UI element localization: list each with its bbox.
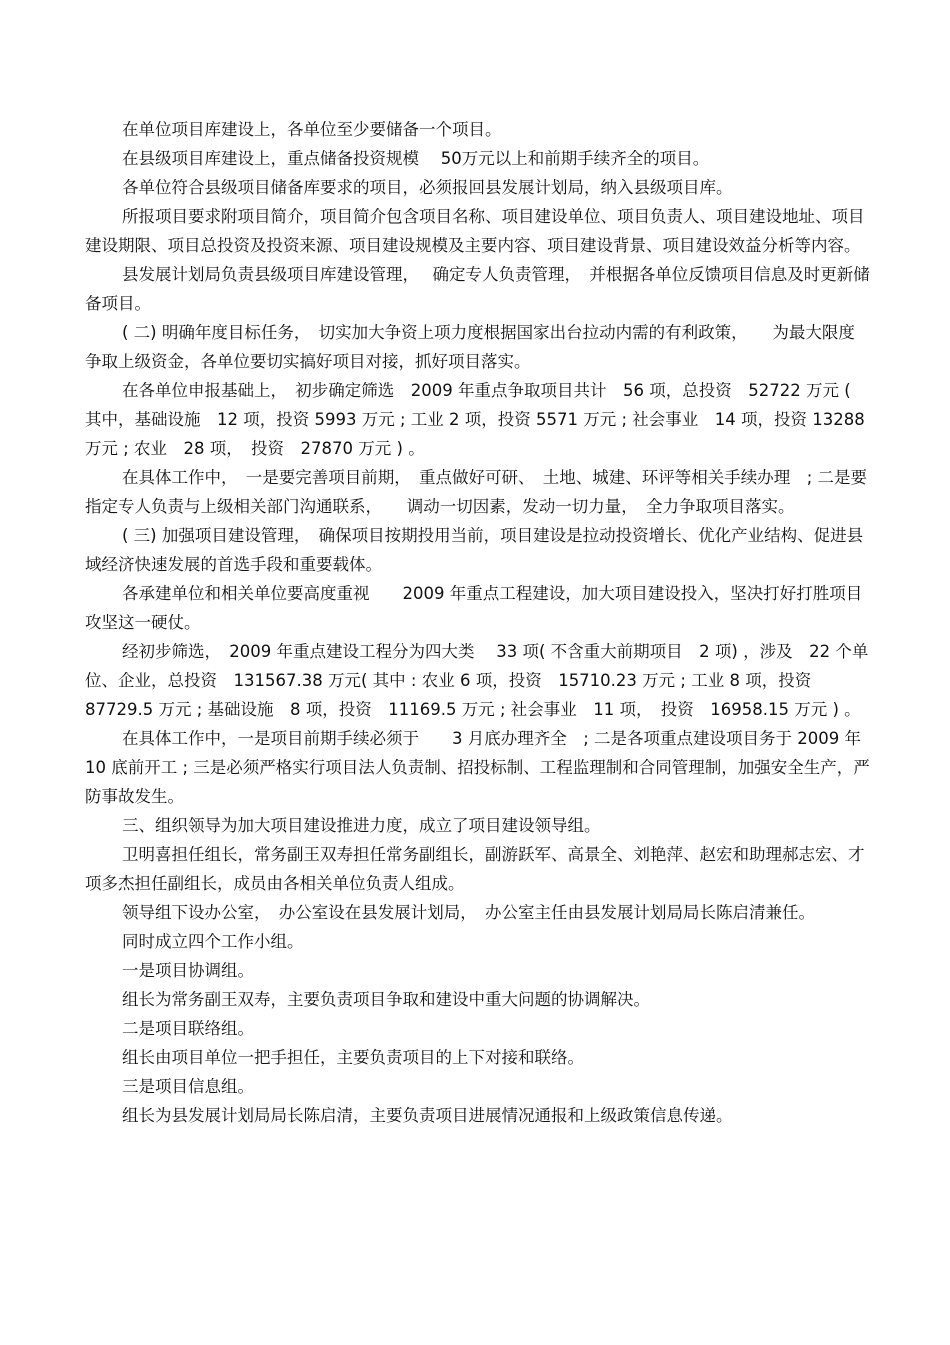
paragraph-16: 同时成立四个工作小组。	[122, 932, 304, 951]
paragraph-7: 在各单位申报基础上， 初步确定筛选 2009 年重点争取项目共计 56 项，总投资 52722 万元 ( 其中，基础设施 12 项，投资 5993 万元 ; 工业 2 项，投资 5571 万元 ; 社会事业 14 项，投资 13288 万元 ; 农业 28 项， 投资 27870 万元 ) 。	[85, 381, 865, 458]
paragraph-11: 经初步筛选， 2009 年重点建设工程分为四大类 33 项( 不含重大前期项目 2 项) ，涉及 22 个单位、企业，总投资 131567.38 万元( 其中 : 农业 6 项，投资 15710.23 万元 ; 工业 8 项，投资 87729.5 万元 ; 基础设施 8 项，投资 11169.5 万元 ; 社会事业 11 项， 投资 16958.15 万元 ) 。	[85, 642, 869, 719]
paragraph-5: 县发展计划局负责县级项目库建设管理， 确定专人负责管理， 并根据各单位反馈项目信息及时更新储备项目。	[85, 265, 870, 313]
paragraph-2: 在县级项目库建设上，重点储备投资规模 50万元以上和前期手续齐全的项目。	[122, 149, 710, 168]
paragraph-18: 组长为常务副王双寿，主要负责项目争取和建设中重大问题的协调解决。	[122, 990, 650, 1009]
paragraph-14: 卫明喜担任组长，常务副王双寿担任常务副组长，副游跃军、高景全、刘艳萍、赵宏和助理郝志宏、才项多杰担任副组长，成员由各相关单位负责人组成。	[85, 845, 865, 893]
paragraph-19: 二是项目联络组。	[122, 1019, 254, 1038]
paragraph-12: 在具体工作中，一是项目前期手续必须于 3 月底办理齐全 ; 二是各项重点建设项目务于 2009 年 10 底前开工 ; 三是必须严格实行项目法人负责制、招投标制、工程监理制和合同管理制，加强安全生产，严防事故发生。	[85, 729, 878, 806]
paragraph-1: 在单位项目库建设上，各单位至少要储备一个项目。	[122, 120, 502, 139]
paragraph-10: 各承建单位和相关单位要高度重视 2009 年重点工程建设，加大项目建设投入，坚决打好打胜项目攻坚这一硬仗。	[85, 584, 863, 632]
paragraph-20: 组长由项目单位一把手担任，主要负责项目的上下对接和联络。	[122, 1048, 584, 1067]
paragraph-13: 三、组织领导为加大项目建设推进力度，成立了项目建设领导组。	[122, 816, 601, 835]
paragraph-15: 领导组下设办公室， 办公室设在县发展计划局， 办公室主任由县发展计划局局长陈启清兼任。	[122, 903, 815, 922]
paragraph-17: 一是项目协调组。	[122, 961, 254, 980]
paragraph-8: 在具体工作中， 一是要完善项目前期， 重点做好可研、 土地、城建、环评等相关手续办理 ; 二是要指定专人负责与上级相关部门沟通联系， 调动一切因素，发动一切力量， 全力争取项目落实。	[85, 468, 868, 516]
paragraph-4: 所报项目要求附项目简介，项目简介包含项目名称、项目建设单位、项目负责人、项目建设地址、项目建设期限、项目总投资及投资来源、项目建设规模及主要内容、项目建设背景、项目建设效益分析等内容。	[85, 207, 865, 255]
paragraph-9: ( 三) 加强项目建设管理， 确保项目按期投用当前，项目建设是拉动投资增长、优化产业结构、促进县域经济快速发展的首选手段和重要载体。	[85, 526, 864, 574]
paragraph-6: ( 二) 明确年度目标任务， 切实加大争资上项力度根据国家出台拉动内需的有利政策， 为最大限度争取上级资金，各单位要切实搞好项目对接，抓好项目落实。	[85, 323, 855, 371]
paragraph-21: 三是项目信息组。	[122, 1077, 254, 1096]
paragraph-22: 组长为县发展计划局局长陈启清，主要负责项目进展情况通报和上级政策信息传递。	[122, 1106, 733, 1125]
paragraph-3: 各单位符合县级项目储备库要求的项目，必须报回县发展计划局，纳入县级项目库。	[122, 178, 733, 197]
